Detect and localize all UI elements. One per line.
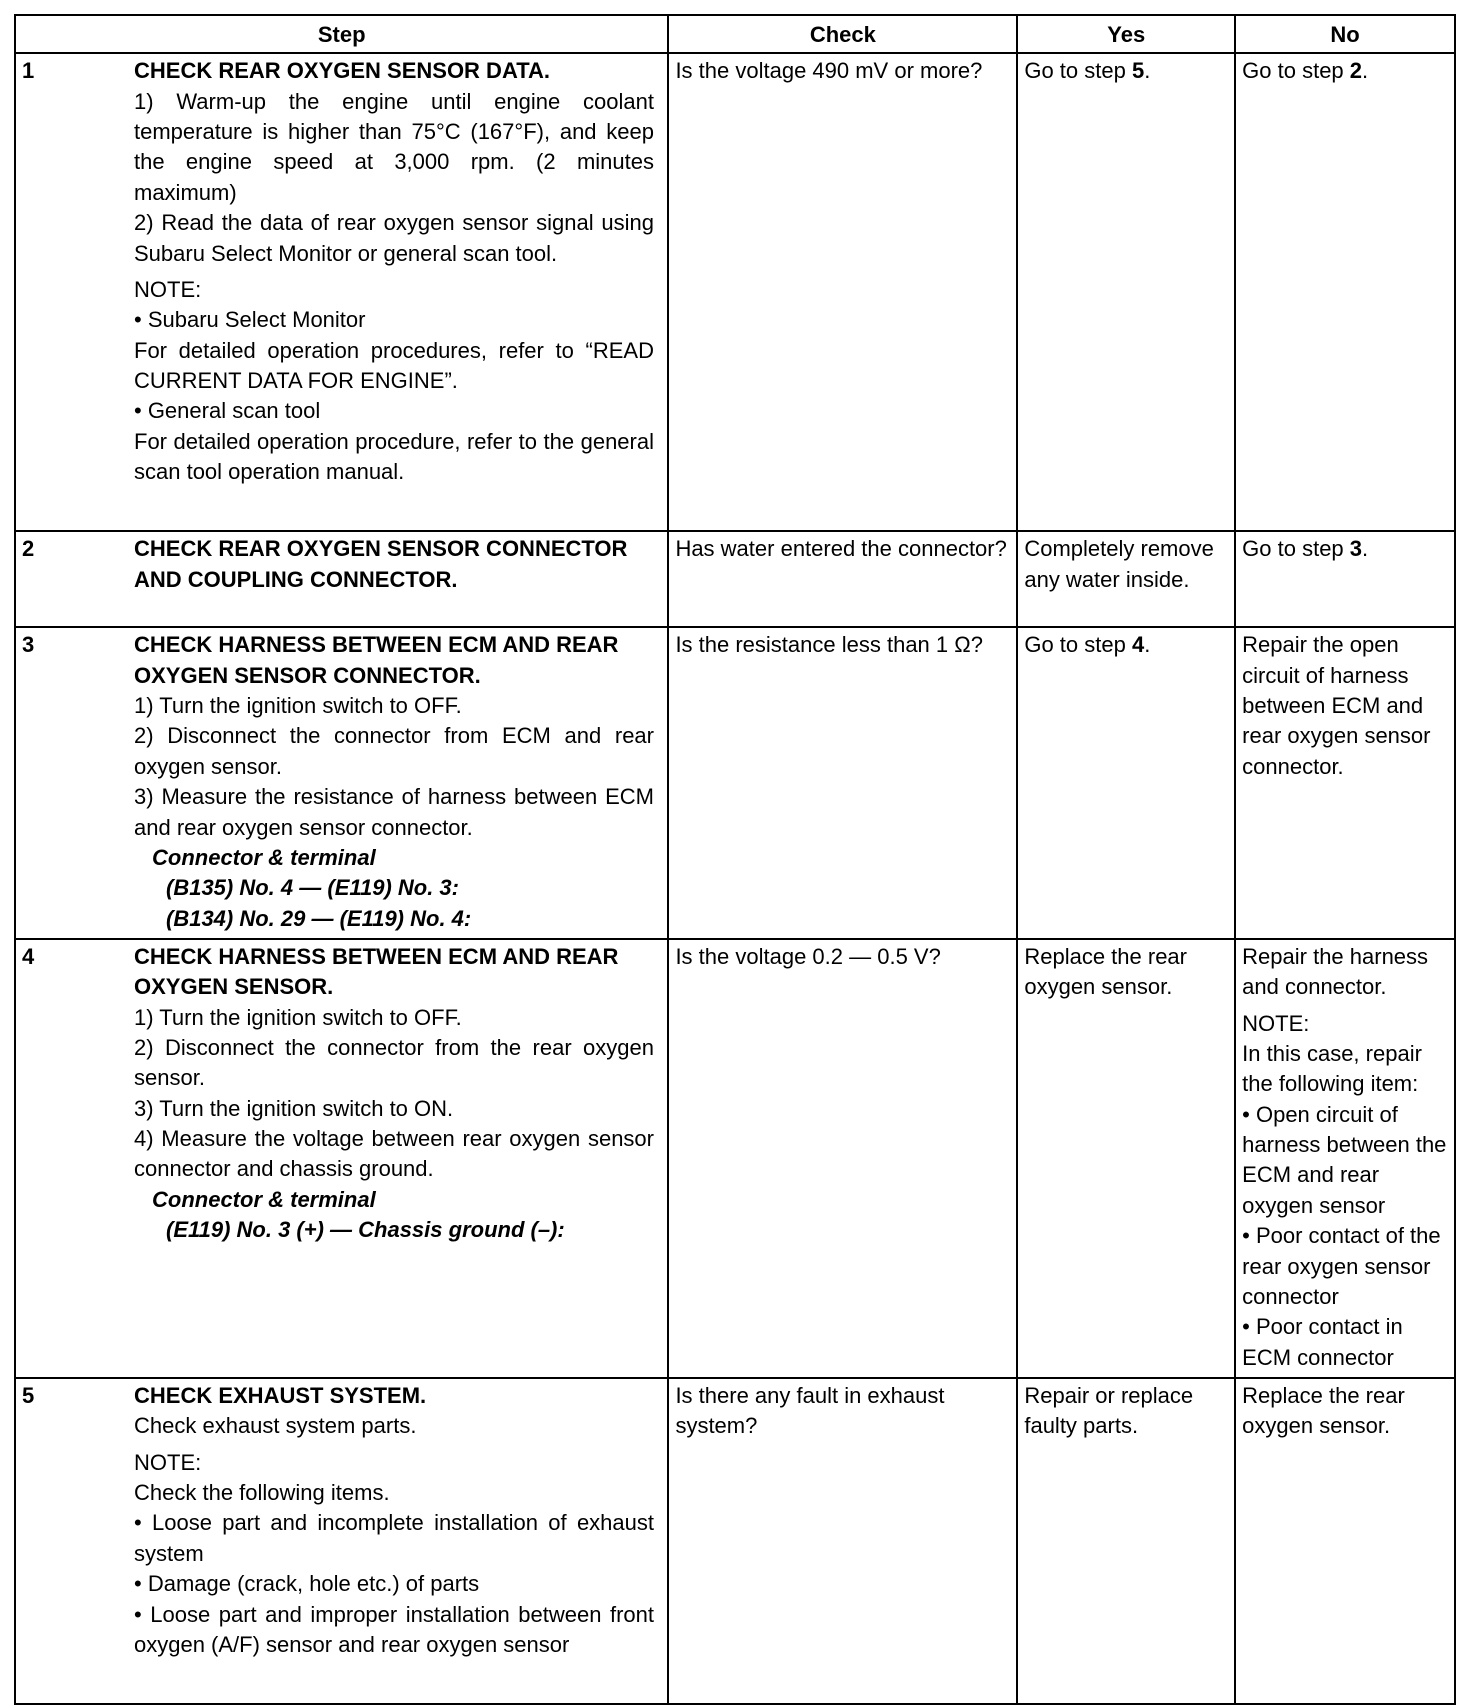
step-cell <box>15 939 668 1378</box>
yes-step-number: 4 <box>1131 632 1145 658</box>
check-cell: Is the voltage 490 mV or more? <box>668 53 1017 531</box>
check-cell: Has water entered the connector? <box>668 531 1017 627</box>
note-label: NOTE: <box>134 276 202 302</box>
no-cell: Go to step 3. <box>1235 531 1455 627</box>
step-instruction: 3) Measure the resistance of harness between ECM and rear oxygen sensor connector. <box>134 784 654 840</box>
yes-cell: Replace the rear oxygen sensor. <box>1017 939 1235 1378</box>
bullet-item: • Subaru Select Monitor <box>134 307 366 333</box>
bullet-item: • Loose part and improper installation between front oxygen (A/F) sensor and rear oxygen sensor <box>134 1601 654 1657</box>
table-row <box>15 531 1455 627</box>
no-cell: Repair the open circuit of harness between ECM and rear oxygen sensor connector. <box>1235 627 1455 939</box>
connector-terminal-title: Connector & terminal <box>152 1186 376 1212</box>
step-cell <box>15 531 668 627</box>
connector-terminal-spec: (B134) No. 29 — (E119) No. 4: <box>166 905 472 931</box>
step-instruction: 4) Measure the voltage between rear oxygen sensor connector and chassis ground. <box>134 1126 654 1182</box>
check-cell: Is there any fault in exhaust system? <box>668 1378 1017 1704</box>
step-title: CHECK HARNESS BETWEEN ECM AND REAR OXYGEN SENSOR CONNECTOR. <box>134 632 619 688</box>
table-header-row <box>15 15 1455 53</box>
header-yes: Yes <box>1017 15 1235 53</box>
no-cell: Replace the rear oxygen sensor. <box>1235 1378 1455 1704</box>
connector-terminal-spec: (E119) No. 3 (+) — Chassis ground (–): <box>166 1217 565 1243</box>
yes-cell: Repair or replace faulty parts. <box>1017 1378 1235 1704</box>
step-number: 4 <box>22 943 35 969</box>
no-cell <box>1235 939 1455 1378</box>
header-check: Check <box>668 15 1017 53</box>
step-title: CHECK HARNESS BETWEEN ECM AND REAR OXYGEN SENSOR. <box>134 943 619 1000</box>
step-instruction: 2) Read the data of rear oxygen sensor signal using Subaru Select Monitor or general scan tool. <box>134 210 654 266</box>
step-content <box>134 942 654 1246</box>
step-instruction: 2) Disconnect the connector from the rear oxygen sensor. <box>134 1035 654 1091</box>
step-title: CHECK REAR OXYGEN SENSOR CONNECTOR AND COUPLING CONNECTOR. <box>134 536 628 592</box>
note-text: In this case, repair the following item: <box>1242 1041 1422 1097</box>
no-text: Go to step <box>1242 58 1350 84</box>
yes-cell: Completely remove any water inside. <box>1017 531 1235 627</box>
table-row <box>15 939 1455 1378</box>
table-row <box>15 627 1455 939</box>
step-instruction: 1) Turn the ignition switch to OFF. <box>134 693 462 719</box>
yes-step-number: 5 <box>1131 58 1145 84</box>
step-title: CHECK REAR OXYGEN SENSOR DATA. <box>134 58 551 84</box>
step-content <box>134 534 654 595</box>
header-no: No <box>1235 15 1455 53</box>
note-text: Check the following items. <box>134 1480 390 1506</box>
step-cell <box>15 627 668 939</box>
no-text: Repair the harness and connector. <box>1242 943 1429 1000</box>
note-label: NOTE: <box>1242 1010 1310 1036</box>
step-title: CHECK EXHAUST SYSTEM. <box>134 1382 427 1408</box>
diagnostic-procedure-table <box>14 14 1456 1705</box>
bullet-item: • Loose part and incomplete installation of exhaust system <box>134 1510 654 1566</box>
no-step-number: 3 <box>1349 536 1363 562</box>
yes-text: Go to step <box>1024 632 1132 658</box>
step-number: 1 <box>22 58 35 84</box>
step-cell <box>15 1378 668 1704</box>
step-content <box>134 630 654 934</box>
no-text: Go to step <box>1242 536 1350 562</box>
step-number: 2 <box>22 536 35 562</box>
step-number: 5 <box>22 1382 35 1408</box>
bullet-item: • Poor contact in ECM connector <box>1242 1314 1403 1370</box>
table-row <box>15 1378 1455 1704</box>
step-instruction: For detailed operation procedures, refer to “READ CURRENT DATA FOR ENGINE”. <box>134 337 654 393</box>
step-instruction: 3) Turn the ignition switch to ON. <box>134 1095 454 1121</box>
header-step: Step <box>15 15 668 53</box>
bullet-item: • Damage (crack, hole etc.) of parts <box>134 1571 480 1597</box>
step-number: 3 <box>22 632 35 658</box>
step-content <box>134 1381 654 1660</box>
note-label: NOTE: <box>134 1449 202 1475</box>
no-step-number: 2 <box>1349 58 1363 84</box>
step-instruction: For detailed operation procedure, refer to the general scan tool operation manual. <box>134 428 654 485</box>
step-instruction: Check exhaust system parts. <box>134 1413 417 1439</box>
bullet-item: • General scan tool <box>134 398 321 424</box>
table-row <box>15 53 1455 531</box>
no-cell: Go to step 2. <box>1235 53 1455 531</box>
bullet-item: • Open circuit of harness between the ECM and rear oxygen sensor <box>1242 1101 1447 1218</box>
check-cell: Is the voltage 0.2 — 0.5 V? <box>668 939 1017 1378</box>
step-cell <box>15 53 668 531</box>
connector-terminal-spec: (B135) No. 4 — (E119) No. 3: <box>166 875 459 901</box>
yes-text: Go to step <box>1024 58 1132 84</box>
step-instruction: 1) Warm-up the engine until engine coolant temperature is higher than 75°C (167°F), and keep the engine speed at 3,000 rpm. (2 minutes maximum) <box>134 88 654 205</box>
step-instruction: 2) Disconnect the connector from ECM and rear oxygen sensor. <box>134 723 654 779</box>
step-instruction: 1) Turn the ignition switch to OFF. <box>134 1004 462 1030</box>
yes-cell: Go to step 5. <box>1017 53 1235 531</box>
connector-terminal-title: Connector & terminal <box>152 844 376 870</box>
step-content <box>134 56 654 487</box>
yes-cell: Go to step 4. <box>1017 627 1235 939</box>
check-cell: Is the resistance less than 1 Ω? <box>668 627 1017 939</box>
bullet-item: • Poor contact of the rear oxygen sensor connector <box>1242 1223 1441 1309</box>
